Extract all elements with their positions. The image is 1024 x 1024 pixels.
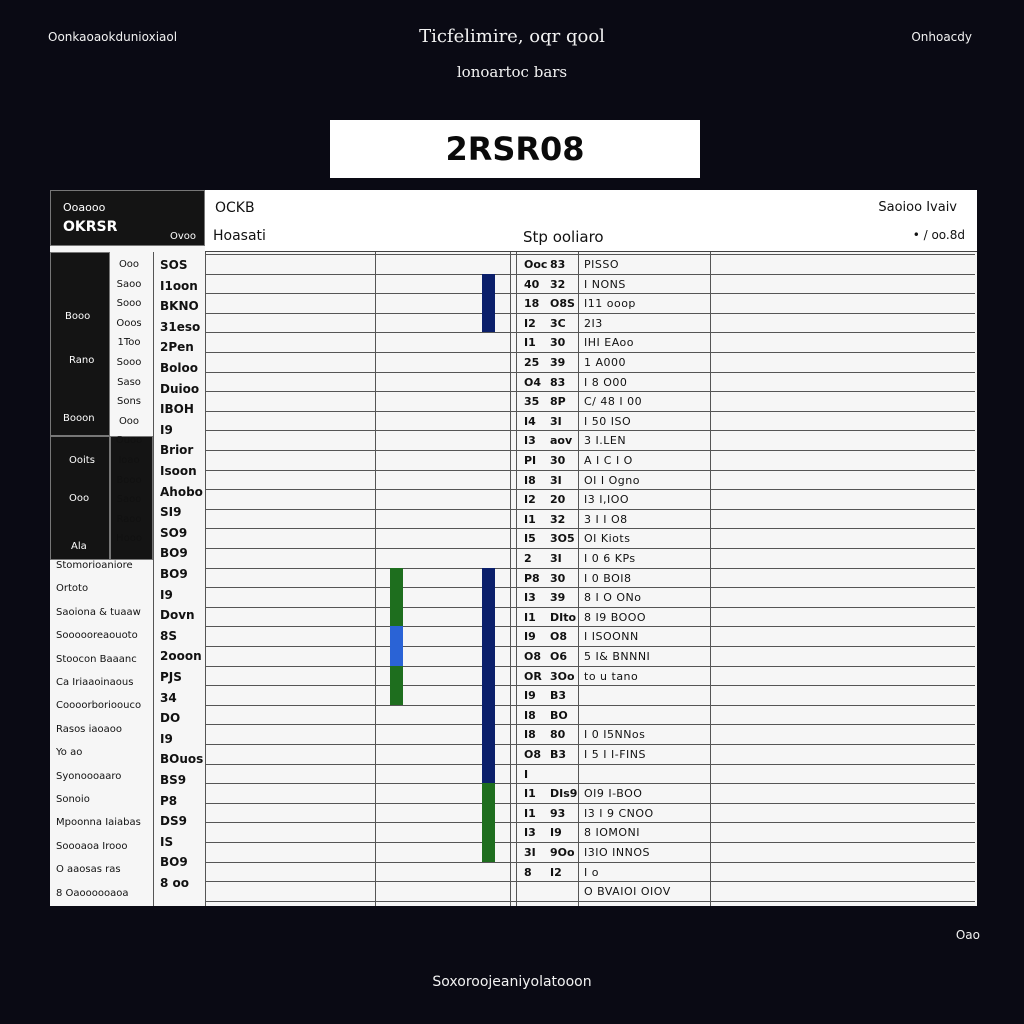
row-number: O4 xyxy=(524,375,542,389)
row-number: I5 xyxy=(524,532,536,546)
row-text: I11 ooop xyxy=(584,297,636,311)
cell-value: IBOH xyxy=(160,402,194,417)
grid-col-line xyxy=(153,252,154,906)
row-code: O8 xyxy=(550,630,568,644)
page-subtitle: lonoartoc bars xyxy=(456,63,568,81)
bar-blue xyxy=(390,626,403,665)
grid-row-line xyxy=(205,450,975,451)
cell-code: Ooos xyxy=(116,317,142,329)
cell-value: Isoon xyxy=(160,464,197,478)
cell-value: P8 xyxy=(160,793,178,808)
row-code: 20 xyxy=(550,493,566,507)
row-code: 8P xyxy=(550,395,566,409)
column-header-center: Stp ooliaro xyxy=(523,228,604,246)
row-number: I8 xyxy=(524,728,536,742)
row-number: I1 xyxy=(524,610,536,624)
header-left-label: Oonkaoaokdunioxiaol xyxy=(48,30,178,44)
grid-col-line xyxy=(205,252,206,906)
row-code: 30 xyxy=(550,336,566,350)
grid-row-line xyxy=(205,293,975,294)
column-header-bar xyxy=(205,190,977,252)
row-label: Ortoto xyxy=(56,583,89,595)
grid-row-line xyxy=(205,705,975,706)
cell-code: Sooo xyxy=(116,357,142,368)
cell-value: I9 xyxy=(160,422,173,437)
row-code: O8S xyxy=(550,297,575,311)
row-code: DIto xyxy=(550,610,577,624)
cell-value: BO9 xyxy=(160,546,188,561)
corner-header xyxy=(50,190,205,246)
grid-row-line xyxy=(205,352,975,353)
cell-value: Ahobo xyxy=(160,484,203,499)
grid-row-line xyxy=(205,901,975,902)
cell-value: 34 xyxy=(160,690,177,705)
banner-code: 2RSR08 xyxy=(330,120,700,178)
row-number: I9 xyxy=(524,630,536,644)
row-number: I1 xyxy=(524,512,536,526)
row-code: 3Oo xyxy=(550,669,575,683)
grid-row-line xyxy=(205,411,975,412)
cell-value: I1oon xyxy=(160,278,198,293)
header-right-label: Onhoacdy xyxy=(911,30,972,44)
cell-value: BOuos xyxy=(160,752,204,767)
row-text: to u tano xyxy=(584,669,639,683)
row-code: aov xyxy=(550,434,573,448)
row-code: I2 xyxy=(550,865,562,879)
row-code: 32 xyxy=(550,512,566,526)
cell-value: BO9 xyxy=(160,567,188,581)
grid-row-line xyxy=(205,254,975,255)
grid-row-line xyxy=(205,509,975,510)
side-group-1 xyxy=(50,252,110,436)
cell-code: Ioao xyxy=(118,455,140,466)
row-text: 5 I& BNNNI xyxy=(584,650,651,663)
side-group-label: Booo xyxy=(65,311,91,322)
cell-code: Saoo xyxy=(116,278,142,290)
row-number: I4 xyxy=(524,414,536,428)
row-number: I2 xyxy=(524,493,536,507)
grid-col-line xyxy=(578,252,579,906)
side-group-label: Ooo xyxy=(69,493,90,504)
cell-value: BKNO xyxy=(160,299,199,314)
row-text: 8 I O ONo xyxy=(584,591,642,605)
row-code: 30 xyxy=(550,454,566,467)
row-text: I ISOONN xyxy=(584,630,639,644)
grid-row-line xyxy=(205,803,975,804)
bar-green xyxy=(482,783,495,861)
side-group-label: Booon xyxy=(63,413,95,424)
row-text: A I C I O xyxy=(584,454,633,467)
row-text: 8 I9 BOOO xyxy=(584,610,647,624)
row-number: Ooc xyxy=(524,258,548,271)
row-code: O6 xyxy=(550,650,568,663)
row-number: 3I xyxy=(524,846,536,859)
page-title: Ticfelimire, oqr qool xyxy=(419,26,605,47)
cell-value: 8S xyxy=(160,628,177,643)
cell-value: Brior xyxy=(160,443,194,458)
grid-row-line xyxy=(205,626,975,627)
cell-code: Saso xyxy=(117,376,141,388)
cell-value: BS9 xyxy=(160,773,187,787)
row-number: P8 xyxy=(524,571,540,585)
grid-row-line xyxy=(205,724,975,725)
row-code: 93 xyxy=(550,806,566,820)
row-number: I2 xyxy=(524,316,536,330)
row-text: 2I3 xyxy=(584,316,603,330)
row-number: I1 xyxy=(524,336,536,350)
cell-value: PJS xyxy=(160,670,182,684)
row-code: 83 xyxy=(550,375,566,389)
row-text: 1 A000 xyxy=(584,356,627,369)
row-number: 2 xyxy=(524,552,532,565)
grid-row-line xyxy=(205,372,975,373)
row-label: Sonoio xyxy=(56,794,90,805)
row-code: 3I xyxy=(550,414,562,428)
row-text: 3 I I O8 xyxy=(584,512,628,526)
row-number: I3 xyxy=(524,591,536,605)
grid-col-line xyxy=(710,252,711,906)
grid-row-line xyxy=(205,332,975,333)
row-label: 8 Oaoooooaoa xyxy=(56,887,129,899)
row-code: B3 xyxy=(550,748,567,761)
row-text: I3IO INNOS xyxy=(584,846,650,859)
bar-navy xyxy=(482,274,495,333)
row-number: OR xyxy=(524,669,542,683)
row-number: 18 xyxy=(524,297,540,311)
row-text: I 0 6 KPs xyxy=(584,552,636,565)
cell-value: 2Pen xyxy=(160,340,194,355)
row-label: Coooorborioouco xyxy=(56,700,142,712)
cell-code: 1Too xyxy=(117,337,141,349)
row-text: I 50 ISO xyxy=(584,414,632,428)
row-code: 80 xyxy=(550,728,566,742)
row-label: Mpoonna Iaiabas xyxy=(56,817,141,829)
grid-col-line xyxy=(510,252,511,906)
grid-row-line xyxy=(205,646,975,647)
row-text: I3 I,IOO xyxy=(584,493,630,507)
corner-label-top: Ooaooo xyxy=(63,201,106,214)
grid-row-line xyxy=(205,430,975,431)
row-number: 8 xyxy=(524,865,532,879)
row-number: I3 xyxy=(524,434,536,448)
cell-value: DO xyxy=(160,711,181,726)
row-text: PISSO xyxy=(584,258,620,271)
row-text: OI9 I-BOO xyxy=(584,787,643,801)
cell-value: BO9 xyxy=(160,855,188,870)
grid-row-line xyxy=(205,587,975,588)
grid-row-line xyxy=(205,548,975,549)
row-code: 9Oo xyxy=(550,846,575,859)
row-number: I9 xyxy=(524,689,536,703)
cell-value: Boloo xyxy=(160,361,198,375)
row-code: I9 xyxy=(550,826,562,840)
row-label: Ca Iriaaoinaous xyxy=(56,677,134,688)
row-code: 3O5 xyxy=(550,532,575,546)
cell-value: 31eso xyxy=(160,319,201,334)
grid-row-line xyxy=(205,862,975,863)
row-number: I xyxy=(524,767,529,781)
grid-row-line xyxy=(205,489,975,490)
side-group-label: Rano xyxy=(69,355,95,366)
row-number: I1 xyxy=(524,787,536,801)
grid-row-line xyxy=(205,685,975,686)
row-number: PI xyxy=(524,454,537,467)
grid-row-line xyxy=(205,764,975,765)
row-label: Soooaoa Irooo xyxy=(56,840,128,852)
column-header-right: • / oo.8d xyxy=(912,228,965,242)
row-text: 8 IOMONI xyxy=(584,826,641,840)
grid-row-line xyxy=(205,842,975,843)
side-group-label: Ooits xyxy=(69,455,95,466)
grid-row-line xyxy=(205,822,975,823)
row-label: O aaosas ras xyxy=(56,864,121,876)
row-text: C/ 48 I 00 xyxy=(584,395,643,409)
grid-row-line xyxy=(205,607,975,608)
row-label: Stomorioaniore xyxy=(56,560,133,571)
grid-row-line xyxy=(205,313,975,314)
cell-code: Sooo xyxy=(116,298,142,310)
grid-row-line xyxy=(205,528,975,529)
column-header-left: Hoasati xyxy=(213,228,266,244)
row-text: I NONS xyxy=(584,277,626,291)
grid-row-line xyxy=(205,744,975,745)
cell-value: I9 xyxy=(160,587,173,602)
cell-value: Duioo xyxy=(160,381,200,396)
row-text: 3 I.LEN xyxy=(584,434,627,448)
cell-value: 8 oo xyxy=(160,876,190,890)
grid-row-line xyxy=(205,568,975,569)
cell-code: Raoo xyxy=(116,513,142,525)
cell-value: IS xyxy=(160,834,174,849)
row-code: BO xyxy=(550,708,568,722)
column-header-left-top: OCKB xyxy=(215,200,255,216)
row-code: 39 xyxy=(550,356,566,369)
grid-col-line xyxy=(375,252,376,906)
grid-row-line xyxy=(205,470,975,471)
cell-code: Ooo xyxy=(118,415,140,427)
side-group-label: Ala xyxy=(71,541,87,552)
row-number: I8 xyxy=(524,473,536,487)
cell-value: I9 xyxy=(160,731,173,746)
cell-code: Booo xyxy=(116,474,142,486)
row-number: I1 xyxy=(524,806,536,820)
row-number: O8 xyxy=(524,748,542,761)
cell-value: SOS xyxy=(160,258,188,272)
cell-value: SO9 xyxy=(160,525,188,540)
row-code: 3I xyxy=(550,552,562,565)
row-text: I 0 I5NNos xyxy=(584,728,646,742)
footer-right-label: Oao xyxy=(955,928,980,942)
cell-value: SI9 xyxy=(160,505,182,520)
row-number: 35 xyxy=(524,395,540,409)
cell-code: Sons xyxy=(116,396,141,408)
grid-row-line xyxy=(205,783,975,784)
row-number: I3 xyxy=(524,826,536,840)
row-code: 83 xyxy=(550,258,566,271)
row-text: I o xyxy=(584,865,599,879)
cell-code: Hooo xyxy=(116,533,142,545)
row-text: I 5 I I-FINS xyxy=(584,748,646,761)
row-code: DIs9 xyxy=(550,787,578,801)
cell-code: Saoo xyxy=(116,494,142,506)
grid-row-line xyxy=(205,391,975,392)
cell-value: 2ooon xyxy=(160,649,202,664)
row-label: Stoocon Baaanc xyxy=(56,653,137,665)
row-number: O8 xyxy=(524,650,542,663)
corner-label-sub: Ovoo xyxy=(169,231,196,242)
row-text: IHI EAoo xyxy=(584,336,634,350)
grid-row-line xyxy=(205,881,975,882)
grid-col-line xyxy=(516,252,517,906)
row-text: O BVAIOI OIOV xyxy=(584,885,671,899)
row-text: I 8 O00 xyxy=(584,375,628,389)
row-text: OI Kiots xyxy=(584,532,631,546)
bar-navy xyxy=(482,568,495,784)
row-label: Syonoooaaro xyxy=(56,770,122,782)
row-text: I3 I 9 CNOO xyxy=(584,806,654,820)
corner-label-main: OKRSR xyxy=(63,219,118,235)
row-label: Saoiona & tuaaw xyxy=(56,606,141,618)
row-number: I8 xyxy=(524,708,536,722)
row-label: Rasos iaoaoo xyxy=(56,723,122,735)
row-number: 40 xyxy=(524,277,540,291)
row-label: Soooooreaouoto xyxy=(56,630,138,642)
row-code: 3I xyxy=(550,473,562,487)
side-group-2 xyxy=(50,436,110,560)
row-code: 39 xyxy=(550,591,566,605)
spreadsheet-grid xyxy=(50,190,977,906)
row-number: 25 xyxy=(524,356,540,369)
row-code: 32 xyxy=(550,277,566,291)
cell-value: Dovn xyxy=(160,608,195,623)
row-code: 3C xyxy=(550,316,566,330)
grid-row-line xyxy=(205,666,975,667)
row-code: B3 xyxy=(550,689,567,703)
cell-code: Ooo xyxy=(118,259,140,270)
row-label: Yo ao xyxy=(56,747,83,759)
cell-value: DS9 xyxy=(160,814,187,829)
row-text: OI I Ogno xyxy=(584,473,640,487)
column-header-right-top: Saoioo Ivaiv xyxy=(878,200,957,215)
row-code: 30 xyxy=(550,571,566,585)
footer-credit: Soxoroojeaniyolatooon xyxy=(432,974,592,990)
row-text: I 0 BOI8 xyxy=(584,571,632,585)
grid-row-line xyxy=(205,274,975,275)
cell-code: Ouoo xyxy=(115,435,143,447)
